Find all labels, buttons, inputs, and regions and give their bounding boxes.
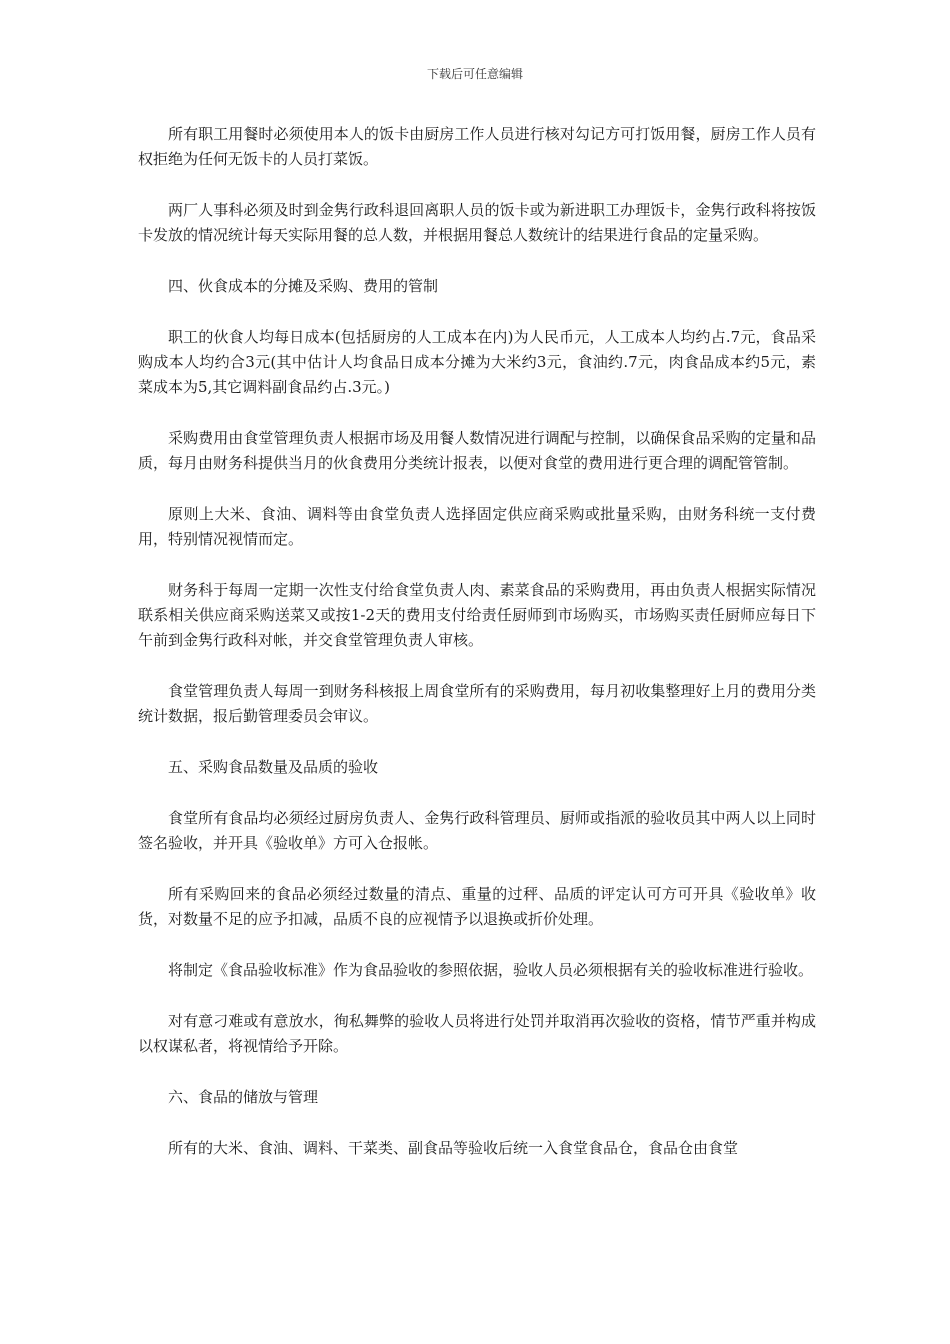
section-heading-inspection: 五、采购食品数量及品质的验收	[168, 758, 379, 776]
document-body	[138, 122, 816, 1187]
paragraph-inspection-standard: 将制定《食品验收标准》作为食品验收的参照依据，验收人员必须根据有关的验收标准进行验收。	[168, 961, 814, 979]
paragraph-purchase-control: 采购费用由食堂管理负责人根据市场及用餐人数情况进行调配与控制，以确保食品采购的定量和品质，每月由财务科提供当月的伙食费用分类统计报表，以便对食堂的费用进行更合理的调配管管制。	[138, 429, 816, 472]
paragraph-inspection-penalty: 对有意刁难或有意放水，徇私舞弊的验收人员将进行处罚并取消再次验收的资格，情节严重并构成以权谋私者，将视情给予开除。	[138, 1012, 816, 1055]
paragraph-weekly-report: 食堂管理负责人每周一到财务科核报上周食堂所有的采购费用，每月初收集整理好上月的费用分类统计数据，报后勤管理委员会审议。	[138, 682, 816, 725]
paragraph-daily-cost: 职工的伙食人均每日成本(包括厨房的人工成本在内)为人民币元，人工成本人均约占.7元，食品采购成本人均约合3元(其中估计人均食品日成本分摊为大米约3元，食油约.7元，肉食品成本约5元，素菜成本为5,其它调料副食品约占.3元。)	[138, 328, 816, 396]
paragraph-meal-card-management: 两厂人事科必须及时到金隽行政科退回离职人员的饭卡或为新进职工办理饭卡，金隽行政科将按饭卡发放的情况统计每天实际用餐的总人数，并根据用餐总人数统计的结果进行食品的定量采购。	[138, 201, 816, 244]
paragraph-inspection-check: 所有采购回来的食品必须经过数量的清点、重量的过秤、品质的评定认可方可开具《验收单》收货，对数量不足的应予扣减，品质不良的应视情予以退换或折价处理。	[138, 885, 816, 928]
paragraph-bulk-purchase: 原则上大米、食油、调料等由食堂负责人选择固定供应商采购或批量采购，由财务科统一支付费用，特别情况视情而定。	[138, 505, 816, 548]
paragraph-storage-rule: 所有的大米、食油、调料、干菜类、副食品等验收后统一入食堂食品仓，食品仓由食堂	[168, 1139, 739, 1157]
paragraph-weekly-payment: 财务科于每周一定期一次性支付给食堂负责人肉、素菜食品的采购费用，再由负责人根据实际情况联系相关供应商采购送菜又或按1-2天的费用支付给责任厨师到市场购买，市场购买责任厨师应每日下午前到金隽行政科对帐，并交食堂管理负责人审核。	[138, 581, 816, 649]
paragraph-meal-card-rule: 所有职工用餐时必须使用本人的饭卡由厨房工作人员进行核对勾记方可打饭用餐，厨房工作人员有权拒绝为任何无饭卡的人员打菜饭。	[138, 125, 816, 168]
section-heading-cost: 四、伙食成本的分摊及采购、费用的管制	[168, 277, 439, 295]
section-heading-storage: 六、食品的储放与管理	[168, 1088, 319, 1106]
paragraph-inspection-sign: 食堂所有食品均必须经过厨房负责人、金隽行政科管理员、厨师或指派的验收员其中两人以上同时签名验收，并开具《验收单》方可入仓报帐。	[138, 809, 816, 852]
page-header-note: 下载后可任意编辑	[426, 67, 523, 81]
